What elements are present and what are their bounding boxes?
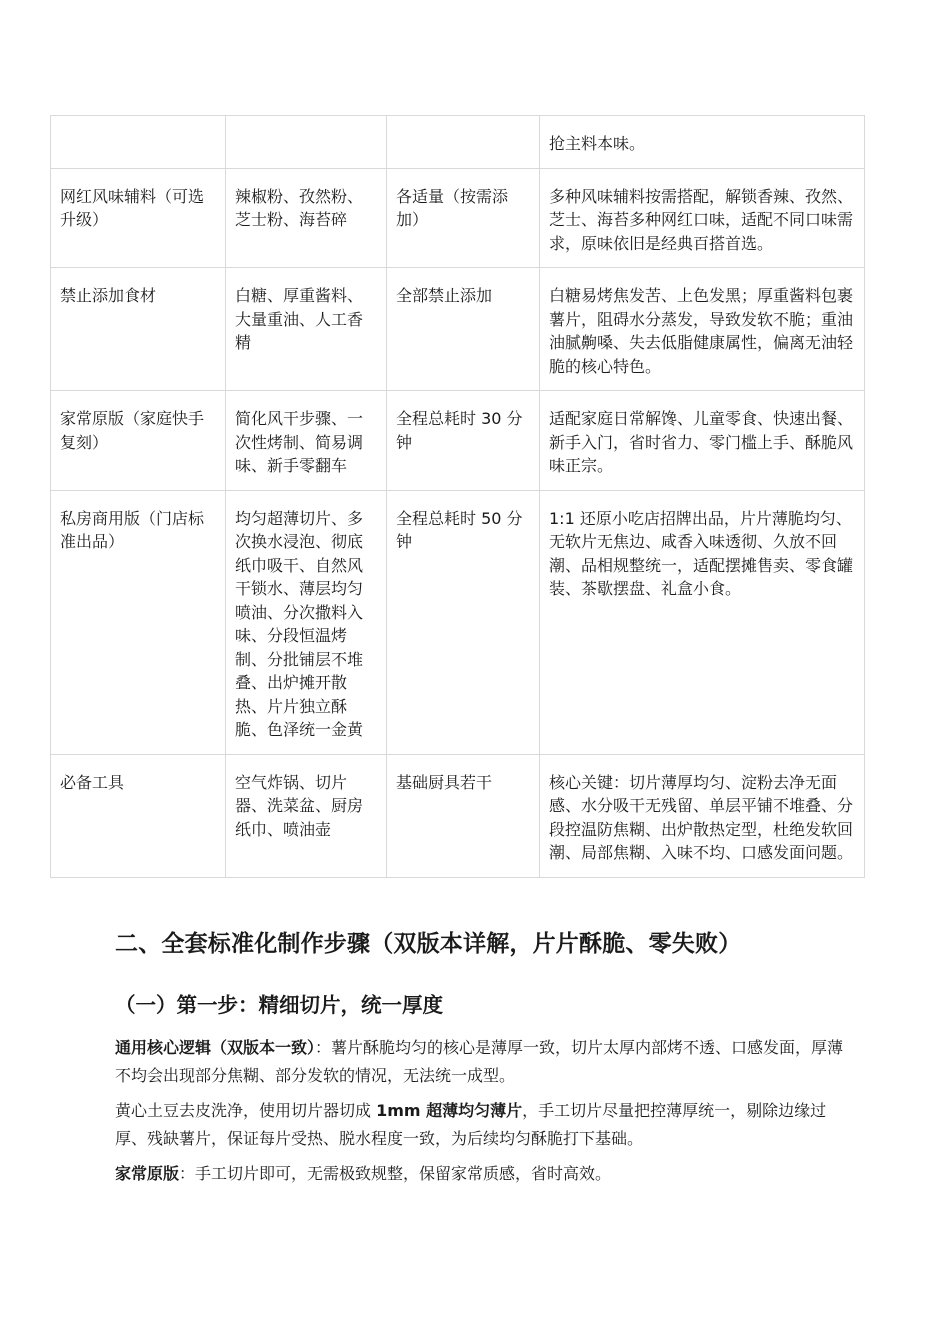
paragraph-text: ：手工切片即可，无需极致规整，保留家常质感，省时高效。 — [179, 1164, 612, 1183]
table-cell: 全程总耗时 50 分钟 — [387, 490, 540, 754]
paragraph-text: ：薯片酥脆均匀的核心是薄厚一致，切片太厚内部烤不透、口感发面，厚薄不均会出现部分焦糊、部分发软的情况，无法统一成型。 — [115, 1038, 844, 1085]
recipe-table-container — [50, 115, 864, 878]
table-row — [51, 490, 865, 754]
paragraph-core-logic — [115, 1034, 845, 1090]
table-cell: 核心关键：切片薄厚均匀、淀粉去净无面感、水分吸干无残留、单层平铺不堆叠、分段控温防焦糊、出炉散热定型，杜绝发软回潮、局部焦糊、入味不均、口感发面问题。 — [540, 754, 865, 877]
bold-label: 家常原版 — [115, 1164, 180, 1183]
recipe-table — [50, 115, 865, 878]
table-cell: 私房商用版（门店标准出品） — [51, 490, 226, 754]
table-cell: 全部禁止添加 — [387, 268, 540, 391]
table-cell: 空气炸锅、切片器、洗菜盆、厨房纸巾、喷油壶 — [226, 754, 387, 877]
table-cell: 白糖、厚重酱料、大量重油、人工香精 — [226, 268, 387, 391]
table-cell: 家常原版（家庭快手复刻） — [51, 391, 226, 491]
bold-label: 通用核心逻辑（双版本一致） — [115, 1038, 316, 1057]
table-row — [51, 116, 865, 169]
paragraph-slicing — [115, 1097, 845, 1153]
table-row — [51, 754, 865, 877]
paragraph-home-version — [115, 1160, 845, 1188]
table-cell — [387, 116, 540, 169]
table-row — [51, 168, 865, 268]
table-cell: 适配家庭日常解馋、儿童零食、快速出餐、新手入门，省时省力、零门槛上手、酥脆风味正宗。 — [540, 391, 865, 491]
table-cell: 均匀超薄切片、多次换水浸泡、彻底纸巾吸干、自然风干锁水、薄层均匀喷油、分次撒料入味、分段恒温烤制、分批铺层不堆叠、出炉摊开散热、片片独立酥脆、色泽统一金黄 — [226, 490, 387, 754]
table-cell: 抢主料本味。 — [540, 116, 865, 169]
table-cell: 禁止添加食材 — [51, 268, 226, 391]
section-heading: 二、全套标准化制作步骤（双版本详解，片片酥脆、零失败） — [115, 931, 742, 957]
table-cell: 1:1 还原小吃店招牌出品，片片薄脆均匀、无软片无焦边、咸香入味透彻、久放不回潮、品相规整统一，适配摆摊售卖、零食罐装、茶歇摆盘、礼盒小食。 — [540, 490, 865, 754]
table-row — [51, 391, 865, 491]
table-cell: 网红风味辅料（可选升级） — [51, 168, 226, 268]
table-cell: 白糖易烤焦发苦、上色发黑；厚重酱料包裹薯片，阻碍水分蒸发，导致发软不脆；重油油腻齁嗓、失去低脂健康属性，偏离无油轻脆的核心特色。 — [540, 268, 865, 391]
table-cell: 简化风干步骤、一次性烤制、简易调味、新手零翻车 — [226, 391, 387, 491]
table-cell: 各适量（按需添加） — [387, 168, 540, 268]
table-cell: 辣椒粉、孜然粉、芝士粉、海苔碎 — [226, 168, 387, 268]
table-cell: 必备工具 — [51, 754, 226, 877]
table-cell: 全程总耗时 30 分钟 — [387, 391, 540, 491]
table-cell: 基础厨具若干 — [387, 754, 540, 877]
table-cell — [226, 116, 387, 169]
table-cell: 多种风味辅料按需搭配，解锁香辣、孜然、芝士、海苔多种网红口味，适配不同口味需求，原味依旧是经典百搭首选。 — [540, 168, 865, 268]
paragraph-text: ，手工切片尽量把控薄厚统一，剔除边缘过厚、残缺薯片，保证每片受热、脱水程度一致，为后续均匀酥脆打下基础。 — [115, 1101, 827, 1148]
section-content — [115, 928, 845, 1195]
table-row — [51, 268, 865, 391]
bold-emphasis: 1mm 超薄均匀薄片 — [376, 1101, 523, 1120]
table-cell — [51, 116, 226, 169]
paragraph-text: 黄心土豆去皮洗净，使用切片器切成 — [115, 1101, 377, 1120]
step-heading: （一）第一步：精细切片，统一厚度 — [115, 993, 443, 1017]
